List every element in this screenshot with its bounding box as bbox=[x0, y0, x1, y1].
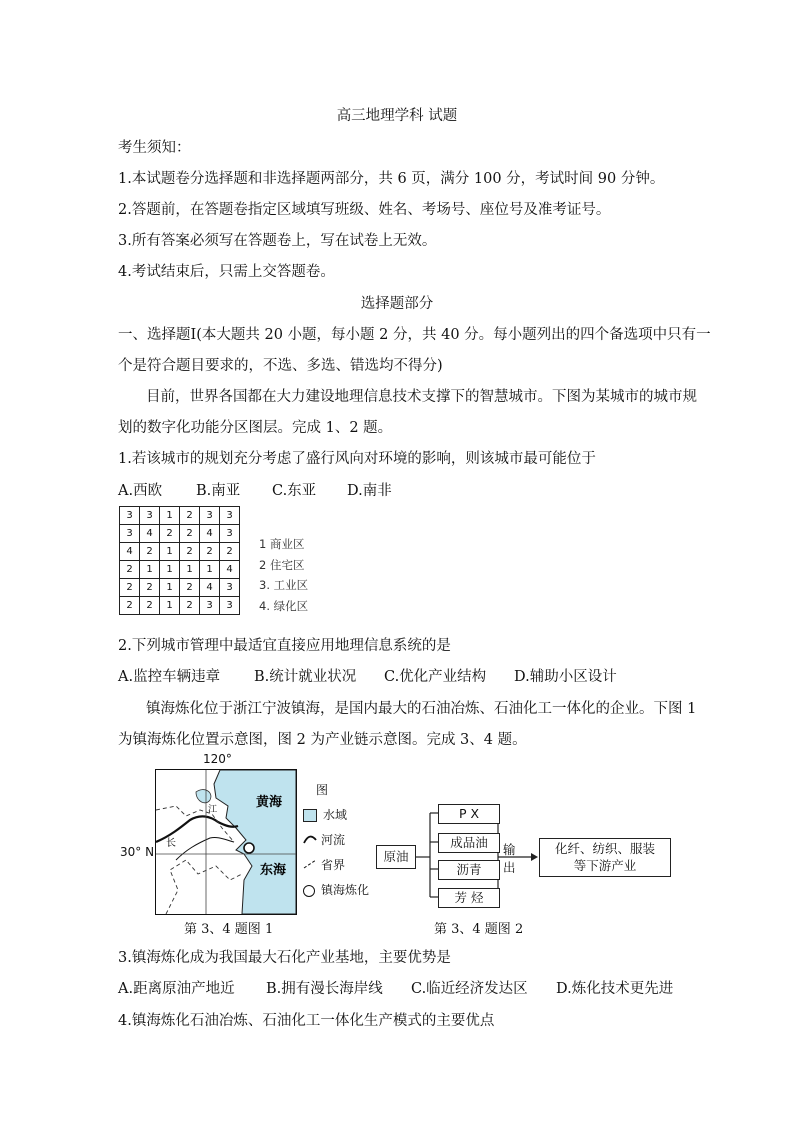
flow-product-asphalt: 沥青 bbox=[438, 860, 500, 880]
question-4-stem: 4.镇海炼化石油冶炼、石油化工一体化生产模式的主要优点 bbox=[118, 1013, 495, 1029]
question-2-option-b[interactable]: B.统计就业状况 bbox=[254, 669, 357, 685]
notice-heading: 考生须知： bbox=[118, 140, 191, 156]
grid-cell: 2 bbox=[120, 579, 140, 597]
page-title: 高三地理学科 试题 bbox=[336, 108, 458, 124]
grid-cell: 1 bbox=[160, 597, 180, 615]
passage-2-line-2: 为镇海炼化位置示意图，图 2 为产业链示意图。完成 3、4 题。 bbox=[118, 732, 527, 748]
grid-cell: 3 bbox=[120, 525, 140, 543]
question-3-option-d[interactable]: D.炼化技术更先进 bbox=[556, 981, 674, 997]
map-longitude-label: 120° bbox=[203, 752, 232, 766]
grid-cell: 1 bbox=[160, 579, 180, 597]
grid-cell: 2 bbox=[200, 543, 220, 561]
flow-product-px: P X bbox=[438, 804, 500, 824]
legend-water: 水域 bbox=[303, 803, 369, 828]
grid-cell: 3 bbox=[120, 507, 140, 525]
grid-cell: 4 bbox=[200, 525, 220, 543]
map-label-yellow-sea: 黄海 bbox=[256, 795, 283, 810]
grid-cell: 1 bbox=[160, 543, 180, 561]
grid-cell: 3 bbox=[220, 597, 240, 615]
section-intro-line-1: 一、选择题Ⅰ(本大题共 20 小题，每小题 2 分，共 40 分。每小题列出的四个备选项中只有一 bbox=[118, 327, 711, 343]
grid-cell: 2 bbox=[220, 543, 240, 561]
grid-cell: 4 bbox=[120, 543, 140, 561]
question-3-stem: 3.镇海炼化成为我国最大石化产业基地，主要优势是 bbox=[118, 950, 451, 966]
grid-cell: 2 bbox=[180, 597, 200, 615]
question-2-option-d[interactable]: D.辅助小区设计 bbox=[514, 669, 617, 685]
grid-cell: 1 bbox=[200, 561, 220, 579]
notice-item-3: 3.所有答案必须写在答题卷上，写在试卷上无效。 bbox=[118, 233, 437, 249]
map-label-jiang: 江 bbox=[208, 805, 218, 815]
grid-cell: 4 bbox=[200, 579, 220, 597]
question-3-option-a[interactable]: A.距离原油产地近 bbox=[118, 981, 235, 997]
map-latitude-label: 30° N bbox=[120, 845, 155, 859]
grid-cell: 2 bbox=[180, 543, 200, 561]
map-label-river: 长 bbox=[166, 838, 176, 849]
legend-commercial: 1 商业区 bbox=[259, 537, 305, 551]
grid-cell: 2 bbox=[140, 597, 160, 615]
passage-1-line-2: 划的数字化功能分区图层。完成 1、2 题。 bbox=[118, 420, 393, 436]
question-2-option-c[interactable]: C.优化产业结构 bbox=[384, 669, 487, 685]
grid-cell: 4 bbox=[140, 525, 160, 543]
flow-target-downstream: 化纤、纺织、服装 等下游产业 bbox=[539, 838, 671, 877]
grid-cell: 1 bbox=[180, 561, 200, 579]
grid-cell: 3 bbox=[200, 597, 220, 615]
legend-residential: 2 住宅区 bbox=[259, 557, 305, 572]
question-1-option-a[interactable]: A.西欧 bbox=[118, 483, 163, 499]
question-2-stem: 2.下列城市管理中最适宜直接应用地理信息系统的是 bbox=[118, 638, 451, 654]
flow-product-refined-oil: 成品油 bbox=[438, 833, 500, 853]
flow-arrow-label: 输出 bbox=[503, 842, 516, 875]
legend-river: 河流 bbox=[303, 828, 369, 853]
grid-cell: 3 bbox=[220, 525, 240, 543]
section-title: 选择题部分 bbox=[360, 296, 434, 312]
flow-product-aromatics: 芳 烃 bbox=[438, 888, 500, 908]
grid-cell: 2 bbox=[120, 561, 140, 579]
question-1-option-c[interactable]: C.东亚 bbox=[272, 483, 317, 499]
question-1-stem: 1.若该城市的规划充分考虑了盛行风向对环境的影响，则该城市最可能位于 bbox=[118, 451, 596, 467]
question-2-option-a[interactable]: A.监控车辆违章 bbox=[118, 669, 221, 685]
flow-source-crude-oil: 原油 bbox=[376, 845, 416, 869]
legend-industrial: 3. 工业区 bbox=[259, 578, 309, 592]
figure-2-caption: 第 3、4 题图 2 bbox=[434, 922, 524, 937]
grid-cell: 2 bbox=[120, 597, 140, 615]
grid-cell: 1 bbox=[160, 507, 180, 525]
notice-item-2: 2.答题前，在答题卷指定区域填写班级、姓名、考场号、座位号及准考证号。 bbox=[118, 202, 611, 218]
passage-2-line-1: 镇海炼化位于浙江宁波镇海，是国内最大的石油冶炼、石油化工一体化的企业。下图 1 bbox=[146, 701, 697, 717]
grid-cell: 2 bbox=[160, 525, 180, 543]
question-1-option-d[interactable]: D.南非 bbox=[347, 483, 392, 499]
legend-green: 4. 绿化区 bbox=[259, 598, 309, 613]
grid-cell: 2 bbox=[140, 579, 160, 597]
notice-item-4: 4.考试结束后，只需上交答题卷。 bbox=[118, 264, 335, 280]
grid-cell: 4 bbox=[220, 561, 240, 579]
grid-cell: 3 bbox=[140, 507, 160, 525]
passage-1-line-1: 目前，世界各国都在大力建设地理信息技术支撑下的智慧城市。下图为某城市的城市规 bbox=[146, 389, 697, 405]
grid-cell: 3 bbox=[220, 507, 240, 525]
section-intro-line-2: 个是符合题目要求的，不选、多选、错选均不得分) bbox=[118, 358, 443, 374]
grid-cell: 2 bbox=[140, 543, 160, 561]
grid-cell: 3 bbox=[200, 507, 220, 525]
legend-border: 省界 bbox=[303, 853, 369, 878]
grid-cell: 3 bbox=[220, 579, 240, 597]
map-legend-title: 图 bbox=[316, 783, 329, 797]
grid-cell: 1 bbox=[140, 561, 160, 579]
question-3-option-b[interactable]: B.拥有漫长海岸线 bbox=[266, 981, 383, 997]
notice-item-1: 1.本试题卷分选择题和非选择题两部分，共 6 页，满分 100 分，考试时间 90 分钟。 bbox=[118, 171, 665, 187]
legend-refinery: 镇海炼化 bbox=[303, 878, 369, 903]
grid-cell: 2 bbox=[180, 525, 200, 543]
grid-cell: 1 bbox=[160, 561, 180, 579]
grid-cell: 2 bbox=[180, 579, 200, 597]
map-label-east-sea: 东海 bbox=[260, 863, 287, 878]
question-1-option-b[interactable]: B.南亚 bbox=[196, 483, 241, 499]
figure-1-caption: 第 3、4 题图 1 bbox=[184, 922, 274, 937]
question-3-option-c[interactable]: C.临近经济发达区 bbox=[411, 981, 528, 997]
grid-cell: 2 bbox=[180, 507, 200, 525]
